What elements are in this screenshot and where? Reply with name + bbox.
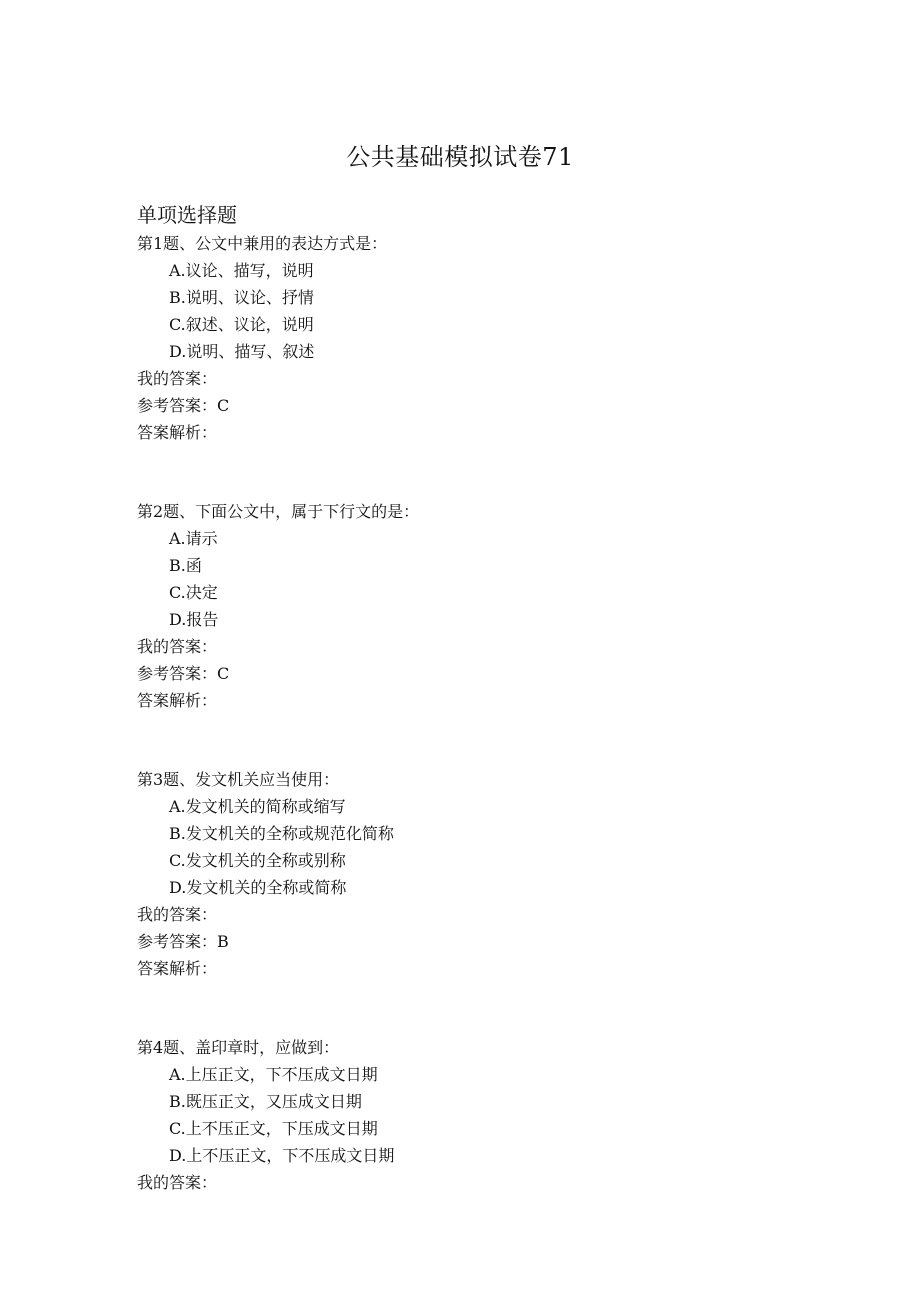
reference-answer: 参考答案：C bbox=[137, 396, 230, 415]
analysis-label: 答案解析： bbox=[137, 959, 218, 978]
option-d: D.报告 bbox=[169, 610, 219, 629]
question-stem: 第1题、公文中兼用的表达方式是： bbox=[137, 234, 388, 253]
option-a: A.请示 bbox=[169, 529, 218, 548]
my-answer-label: 我的答案： bbox=[137, 1173, 218, 1192]
my-answer-label: 我的答案： bbox=[137, 369, 218, 388]
question-stem: 第2题、下面公文中，属于下行文的是： bbox=[137, 502, 420, 521]
option-d: D.说明、描写、叙述 bbox=[169, 342, 315, 361]
question-2 bbox=[137, 498, 837, 714]
question-stem: 第3题、发文机关应当使用： bbox=[137, 770, 340, 789]
option-d: D.发文机关的全称或简称 bbox=[169, 878, 347, 897]
reference-answer: 参考答案：B bbox=[137, 932, 229, 951]
option-a: A.发文机关的简称或缩写 bbox=[169, 797, 346, 816]
option-b: B.函 bbox=[169, 556, 202, 575]
option-d: D.上不压正文，下不压成文日期 bbox=[169, 1146, 395, 1165]
question-1 bbox=[137, 230, 837, 446]
section-heading: 单项选择题 bbox=[137, 203, 237, 227]
my-answer-label: 我的答案： bbox=[137, 905, 218, 924]
question-3 bbox=[137, 766, 837, 982]
option-b: B.发文机关的全称或规范化简称 bbox=[169, 824, 394, 843]
question-stem: 第4题、盖印章时，应做到： bbox=[137, 1038, 340, 1057]
question-4 bbox=[137, 1034, 837, 1196]
option-b: B.说明、议论、抒情 bbox=[169, 288, 314, 307]
analysis-label: 答案解析： bbox=[137, 423, 218, 442]
reference-answer: 参考答案：C bbox=[137, 664, 230, 683]
option-c: C.发文机关的全称或别称 bbox=[169, 851, 346, 870]
option-b: B.既压正文，又压成文日期 bbox=[169, 1092, 362, 1111]
option-c: C.叙述、议论，说明 bbox=[169, 315, 314, 334]
option-c: C.上不压正文，下压成文日期 bbox=[169, 1119, 378, 1138]
question-list bbox=[137, 230, 837, 1248]
option-c: C.决定 bbox=[169, 583, 218, 602]
option-a: A.议论、描写，说明 bbox=[169, 261, 314, 280]
option-a: A.上压正文，下不压成文日期 bbox=[169, 1065, 378, 1084]
page-title: 公共基础模拟试卷71 bbox=[346, 143, 574, 171]
my-answer-label: 我的答案： bbox=[137, 637, 218, 656]
analysis-label: 答案解析： bbox=[137, 691, 218, 710]
